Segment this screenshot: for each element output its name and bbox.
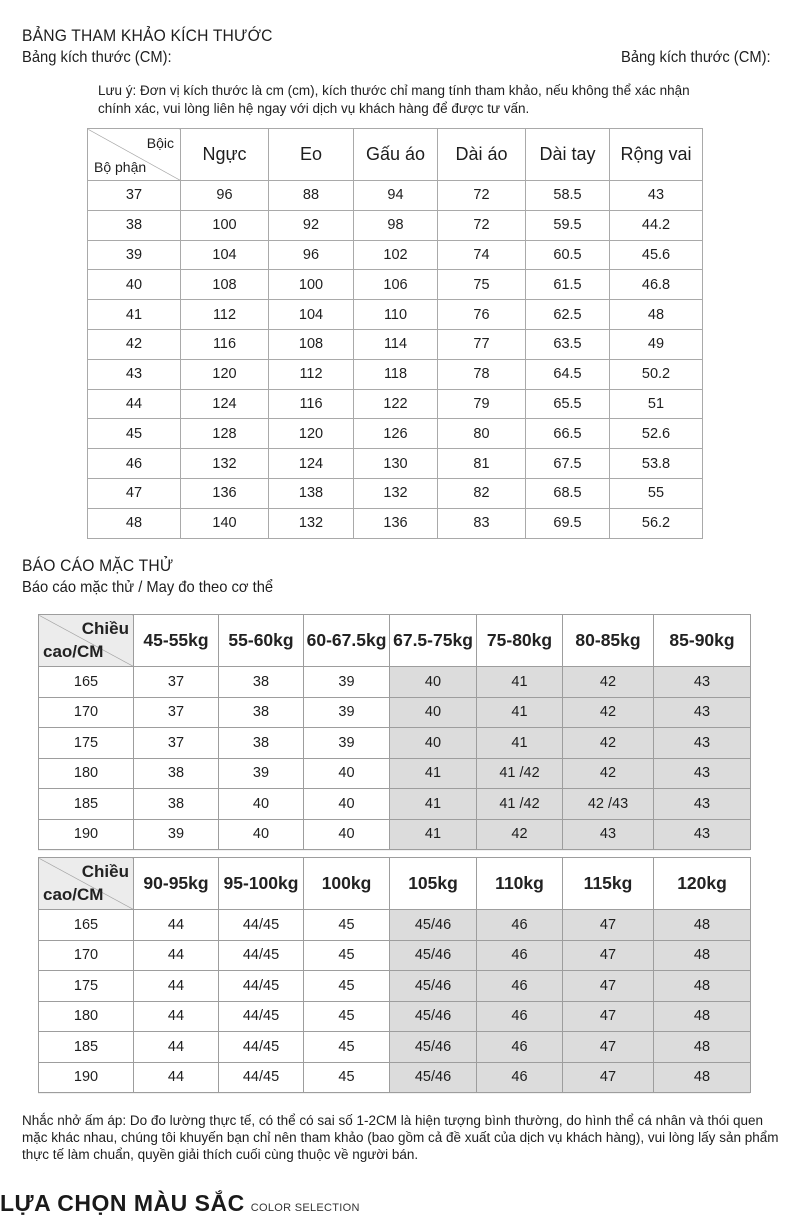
size-table-cell: 83 bbox=[438, 508, 526, 538]
fit-table-2-row-label: 165 bbox=[39, 910, 134, 941]
fit-table-2-cell: 45 bbox=[304, 940, 390, 971]
fit-table-1-row-label: 180 bbox=[39, 758, 134, 789]
size-table-row bbox=[88, 181, 703, 211]
size-table-cell: 44.2 bbox=[610, 210, 703, 240]
fit-table-1-row-label: 175 bbox=[39, 728, 134, 759]
size-table-header bbox=[88, 129, 703, 181]
fit-table-2-cell: 46 bbox=[477, 1032, 563, 1063]
fit-table-2-cell: 45 bbox=[304, 1001, 390, 1032]
size-table-row-label: 46 bbox=[88, 449, 181, 479]
fit-table-2-row bbox=[39, 910, 751, 941]
size-table-cell: 116 bbox=[269, 389, 354, 419]
size-table-cell: 104 bbox=[269, 300, 354, 330]
size-table-row-label: 47 bbox=[88, 478, 181, 508]
fit-table-1-cell: 42 bbox=[563, 758, 654, 789]
fit-table-2-cell: 48 bbox=[654, 1062, 751, 1093]
size-table-row bbox=[88, 508, 703, 538]
size-table-row-label: 38 bbox=[88, 210, 181, 240]
fit-table-2-cell: 44 bbox=[134, 1062, 219, 1093]
size-table-corner bbox=[88, 129, 181, 181]
size-table-row-label: 41 bbox=[88, 300, 181, 330]
size-table-row bbox=[88, 300, 703, 330]
size-table-cell: 75 bbox=[438, 270, 526, 300]
size-table-cell: 114 bbox=[354, 329, 438, 359]
size-table-cell: 136 bbox=[181, 478, 269, 508]
fit-table-2-header-cell: 90-95kg bbox=[134, 858, 219, 910]
corner-label-size: Bộic bbox=[146, 135, 174, 151]
size-table-cell: 68.5 bbox=[526, 478, 610, 508]
fit-table-2-cell: 45 bbox=[304, 1032, 390, 1063]
size-table-cell: 124 bbox=[269, 449, 354, 479]
fit-section-title: BÁO CÁO MẶC THỬ bbox=[22, 556, 174, 575]
size-table-cell: 77 bbox=[438, 329, 526, 359]
fit-table-1-cell: 40 bbox=[219, 789, 304, 820]
color-section-title-en: COLOR SELECTION bbox=[250, 1202, 360, 1214]
size-table-cell: 98 bbox=[354, 210, 438, 240]
fit-table-1-cell: 42 bbox=[477, 819, 563, 850]
size-table-cell: 108 bbox=[269, 329, 354, 359]
fit-table-1-cell: 43 bbox=[654, 667, 751, 698]
size-table-row bbox=[88, 419, 703, 449]
fit-table-2-cell: 44/45 bbox=[219, 971, 304, 1002]
size-table-cell: 61.5 bbox=[526, 270, 610, 300]
size-table-row-label: 37 bbox=[88, 181, 181, 211]
fit-table-2-cell: 44/45 bbox=[219, 1001, 304, 1032]
fit-table-2-header-cell: 100kg bbox=[304, 858, 390, 910]
fit-table-1-cell: 38 bbox=[134, 789, 219, 820]
fit-table-1-cell: 41 /42 bbox=[477, 758, 563, 789]
fit-table-2-header-cell: 115kg bbox=[563, 858, 654, 910]
size-table-cell: 69.5 bbox=[526, 508, 610, 538]
fit-table-2-header-cell: 105kg bbox=[390, 858, 477, 910]
fit-table-2-row bbox=[39, 1032, 751, 1063]
fit-table-1-cell: 38 bbox=[219, 667, 304, 698]
size-table-cell: 72 bbox=[438, 181, 526, 211]
fit-table-2-cell: 46 bbox=[477, 971, 563, 1002]
size-table-row bbox=[88, 329, 703, 359]
size-table-cell: 132 bbox=[354, 478, 438, 508]
fit-table-1-row-label: 165 bbox=[39, 667, 134, 698]
size-table-cell: 116 bbox=[181, 329, 269, 359]
fit-table-1-cell: 43 bbox=[654, 819, 751, 850]
size-table-cell: 96 bbox=[269, 240, 354, 270]
fit-table-1-cell: 38 bbox=[219, 697, 304, 728]
fit-table-2-header-cell: 95-100kg bbox=[219, 858, 304, 910]
size-table-cell: 72 bbox=[438, 210, 526, 240]
size-table-cell: 120 bbox=[181, 359, 269, 389]
fit-table-1-header-cell: 80-85kg bbox=[563, 615, 654, 667]
fit-table-1-header-cell: 60-67.5kg bbox=[304, 615, 390, 667]
fit-table-1 bbox=[38, 614, 751, 850]
fit-table-2-cell: 48 bbox=[654, 940, 751, 971]
fit-table-1-cell: 41 bbox=[477, 697, 563, 728]
fit-table-1-header-cell: 75-80kg bbox=[477, 615, 563, 667]
fit-table-2-row-label: 185 bbox=[39, 1032, 134, 1063]
size-table-cell: 50.2 bbox=[610, 359, 703, 389]
size-table-cell: 130 bbox=[354, 449, 438, 479]
fit-table-1-cell: 41 bbox=[477, 728, 563, 759]
fit-table-1-cell: 42 /43 bbox=[563, 789, 654, 820]
fit-table-1-cell: 41 bbox=[477, 667, 563, 698]
corner-label-part: Bộ phận bbox=[94, 159, 147, 175]
fit-table-1-cell: 39 bbox=[219, 758, 304, 789]
size-table-cell: 102 bbox=[354, 240, 438, 270]
size-table-cell: 56.2 bbox=[610, 508, 703, 538]
fit-table-1-cell: 40 bbox=[304, 819, 390, 850]
size-table-row bbox=[88, 389, 703, 419]
size-table-cell: 120 bbox=[269, 419, 354, 449]
fit-table-2-cell: 48 bbox=[654, 1001, 751, 1032]
fit-table-2-cell: 44/45 bbox=[219, 1062, 304, 1093]
fit-table-2-row bbox=[39, 1062, 751, 1093]
fit-table-2-row bbox=[39, 940, 751, 971]
fit-table-2-cell: 46 bbox=[477, 940, 563, 971]
size-table-cell: 104 bbox=[181, 240, 269, 270]
fit-table-1-cell: 40 bbox=[390, 728, 477, 759]
color-section-title-vi: LỰA CHỌN MÀU SẮC bbox=[0, 1190, 245, 1216]
fit-table-2-cell: 45/46 bbox=[390, 940, 477, 971]
size-subtitle-left: Bảng kích thước (CM): bbox=[22, 49, 172, 66]
size-table-cell: 124 bbox=[181, 389, 269, 419]
size-table-cell: 136 bbox=[354, 508, 438, 538]
fit-table-2-cell: 45/46 bbox=[390, 910, 477, 941]
fit-table-1-cell: 41 bbox=[390, 758, 477, 789]
corner-label-height-1: Chiều bbox=[81, 619, 129, 638]
fit-table-1-cell: 37 bbox=[134, 728, 219, 759]
size-table-cell: 110 bbox=[354, 300, 438, 330]
fit-table-2-cell: 44/45 bbox=[219, 910, 304, 941]
fit-table-2-panel bbox=[38, 857, 750, 1094]
size-table-row-label: 42 bbox=[88, 329, 181, 359]
fit-table-2-row-label: 175 bbox=[39, 971, 134, 1002]
fit-table-1-cell: 43 bbox=[654, 789, 751, 820]
size-table-row bbox=[88, 359, 703, 389]
size-note: Lưu ý: Đơn vị kích thước là cm (cm), kích thước chỉ mang tính tham khảo, nếu không thể xác nhận chính xác, vui lòng liên hệ ngay với dịch vụ khách hàng để được tư vấn. bbox=[98, 83, 690, 116]
size-table-cell: 79 bbox=[438, 389, 526, 419]
size-table-cell: 67.5 bbox=[526, 449, 610, 479]
size-table-cell: 60.5 bbox=[526, 240, 610, 270]
fit-table-2-cell: 44 bbox=[134, 971, 219, 1002]
fit-table-1-cell: 38 bbox=[219, 728, 304, 759]
fit-table-1-header-cell: 85-90kg bbox=[654, 615, 751, 667]
fit-table-2-cell: 48 bbox=[654, 971, 751, 1002]
size-table-cell: 65.5 bbox=[526, 389, 610, 419]
size-table-row bbox=[88, 210, 703, 240]
size-table-cell: 126 bbox=[354, 419, 438, 449]
fit-section-subtitle: Báo cáo mặc thử / May đo theo cơ thể bbox=[22, 579, 274, 596]
size-table-cell: 112 bbox=[269, 359, 354, 389]
fit-table-2-row-label: 180 bbox=[39, 1001, 134, 1032]
fit-table-1-cell: 43 bbox=[654, 758, 751, 789]
fit-table-1-row bbox=[39, 789, 751, 820]
fit-table-1-panel bbox=[38, 614, 750, 851]
fit-table-1-cell: 40 bbox=[304, 789, 390, 820]
size-table-cell: 52.6 bbox=[610, 419, 703, 449]
size-table-row bbox=[88, 449, 703, 479]
size-table-cell: 88 bbox=[269, 181, 354, 211]
fit-table-2-row bbox=[39, 971, 751, 1002]
size-table-cell: 53.8 bbox=[610, 449, 703, 479]
size-table-header-cell: Dài áo bbox=[438, 129, 526, 181]
size-table-row-label: 48 bbox=[88, 508, 181, 538]
fit-table-1-cell: 43 bbox=[563, 819, 654, 850]
size-subtitle-right: Bảng kích thước (CM): bbox=[621, 49, 771, 66]
size-table-cell: 128 bbox=[181, 419, 269, 449]
fit-table-1-header-cell: 67.5-75kg bbox=[390, 615, 477, 667]
corner-label-height-2: Chiều bbox=[81, 862, 129, 881]
fit-table-1-cell: 41 /42 bbox=[477, 789, 563, 820]
size-table-cell: 132 bbox=[181, 449, 269, 479]
fit-table-2-row-label: 190 bbox=[39, 1062, 134, 1093]
size-table-row bbox=[88, 270, 703, 300]
fit-table-1-cell: 38 bbox=[134, 758, 219, 789]
fit-table-2-cell: 45 bbox=[304, 910, 390, 941]
size-table-header-cell: Eo bbox=[269, 129, 354, 181]
size-table-header-cell: Gấu áo bbox=[354, 129, 438, 181]
size-table-row-label: 44 bbox=[88, 389, 181, 419]
warm-reminder: Nhắc nhở ấm áp: Do đo lường thực tế, có thể có sai số 1-2CM là hiện tượng bình thường, do hình thể cá nhân và thói quen mặc khác nhau, chúng tôi khuyến bạn chỉ nên tham khảo (bao gồm cả đề xuất của dịch vụ khách hàng), vui lòng lấy sản phẩm thực tế làm chuẩn, quyền giải thích cuối cùng thuộc về người bán. bbox=[22, 1113, 779, 1162]
fit-table-1-row-label: 170 bbox=[39, 697, 134, 728]
fit-table-1-cell: 43 bbox=[654, 697, 751, 728]
size-table-cell: 55 bbox=[610, 478, 703, 508]
fit-table-1-corner bbox=[39, 615, 134, 667]
fit-table-2-cell: 44/45 bbox=[219, 1032, 304, 1063]
size-table-cell: 46.8 bbox=[610, 270, 703, 300]
size-table-cell: 140 bbox=[181, 508, 269, 538]
size-table-cell: 51 bbox=[610, 389, 703, 419]
fit-table-1-cell: 41 bbox=[390, 789, 477, 820]
fit-table-2-cell: 46 bbox=[477, 910, 563, 941]
fit-table-1-row bbox=[39, 667, 751, 698]
fit-table-2-cell: 47 bbox=[563, 1001, 654, 1032]
size-table-cell: 108 bbox=[181, 270, 269, 300]
fit-table-2-cell: 45/46 bbox=[390, 1062, 477, 1093]
fit-table-2-cell: 44 bbox=[134, 910, 219, 941]
fit-table-1-cell: 37 bbox=[134, 667, 219, 698]
fit-table-2-cell: 45/46 bbox=[390, 1032, 477, 1063]
size-table-cell: 48 bbox=[610, 300, 703, 330]
fit-table-1-cell: 40 bbox=[304, 758, 390, 789]
fit-table-1-cell: 42 bbox=[563, 697, 654, 728]
fit-table-1-row bbox=[39, 697, 751, 728]
fit-table-1-cell: 43 bbox=[654, 728, 751, 759]
fit-table-2-cell: 46 bbox=[477, 1062, 563, 1093]
fit-table-2-cell: 48 bbox=[654, 910, 751, 941]
size-table-header-cell: Rộng vai bbox=[610, 129, 703, 181]
size-table-cell: 96 bbox=[181, 181, 269, 211]
size-table-cell: 78 bbox=[438, 359, 526, 389]
size-table-row bbox=[88, 478, 703, 508]
size-table-cell: 59.5 bbox=[526, 210, 610, 240]
size-table-cell: 74 bbox=[438, 240, 526, 270]
fit-table-1-row bbox=[39, 819, 751, 850]
fit-table-2-cell: 48 bbox=[654, 1032, 751, 1063]
size-table-cell: 62.5 bbox=[526, 300, 610, 330]
size-table-cell: 132 bbox=[269, 508, 354, 538]
fit-table-1-header-cell: 55-60kg bbox=[219, 615, 304, 667]
fit-table-2-header-cell: 120kg bbox=[654, 858, 751, 910]
color-section-title bbox=[0, 1190, 360, 1217]
size-table-cell: 100 bbox=[181, 210, 269, 240]
fit-table-2-cell: 47 bbox=[563, 940, 654, 971]
fit-table-1-row bbox=[39, 758, 751, 789]
size-table-cell: 66.5 bbox=[526, 419, 610, 449]
fit-table-1-cell: 39 bbox=[304, 697, 390, 728]
fit-table-2-cell: 44 bbox=[134, 940, 219, 971]
size-table-row-label: 45 bbox=[88, 419, 181, 449]
size-table-cell: 112 bbox=[181, 300, 269, 330]
fit-table-2-cell: 46 bbox=[477, 1001, 563, 1032]
fit-table-2-cell: 45 bbox=[304, 971, 390, 1002]
fit-table-1-header bbox=[39, 615, 751, 667]
fit-table-1-cell: 37 bbox=[134, 697, 219, 728]
size-table-header-cell: Ngực bbox=[181, 129, 269, 181]
size-table-cell: 118 bbox=[354, 359, 438, 389]
size-table-row-label: 43 bbox=[88, 359, 181, 389]
size-table-row-label: 39 bbox=[88, 240, 181, 270]
size-table-cell: 64.5 bbox=[526, 359, 610, 389]
size-table-cell: 58.5 bbox=[526, 181, 610, 211]
fit-table-2-cell: 47 bbox=[563, 971, 654, 1002]
fit-table-2-row-label: 170 bbox=[39, 940, 134, 971]
fit-table-2-cell: 44 bbox=[134, 1001, 219, 1032]
size-table-cell: 81 bbox=[438, 449, 526, 479]
size-table-cell: 80 bbox=[438, 419, 526, 449]
size-table-cell: 92 bbox=[269, 210, 354, 240]
fit-table-2-cell: 47 bbox=[563, 1062, 654, 1093]
size-table-cell: 82 bbox=[438, 478, 526, 508]
fit-table-2-cell: 44 bbox=[134, 1032, 219, 1063]
fit-table-1-cell: 39 bbox=[134, 819, 219, 850]
fit-table-2-cell: 45/46 bbox=[390, 1001, 477, 1032]
size-table-cell: 45.6 bbox=[610, 240, 703, 270]
fit-table-1-cell: 40 bbox=[390, 667, 477, 698]
fit-table-1-cell: 40 bbox=[390, 697, 477, 728]
fit-table-2 bbox=[38, 857, 751, 1093]
size-table-cell: 63.5 bbox=[526, 329, 610, 359]
fit-table-1-cell: 39 bbox=[304, 728, 390, 759]
fit-table-2-row bbox=[39, 1001, 751, 1032]
size-section-title: BẢNG THAM KHẢO KÍCH THƯỚC bbox=[22, 26, 273, 45]
fit-table-2-header bbox=[39, 858, 751, 910]
fit-table-2-cell: 44/45 bbox=[219, 940, 304, 971]
fit-table-2-cell: 47 bbox=[563, 910, 654, 941]
size-table-cell: 49 bbox=[610, 329, 703, 359]
corner-label-unit-2: cao/CM bbox=[43, 885, 104, 904]
size-table-row bbox=[88, 240, 703, 270]
size-table-cell: 43 bbox=[610, 181, 703, 211]
fit-table-1-cell: 42 bbox=[563, 728, 654, 759]
corner-label-unit-1: cao/CM bbox=[43, 642, 104, 661]
size-table-cell: 106 bbox=[354, 270, 438, 300]
fit-table-1-cell: 39 bbox=[304, 667, 390, 698]
fit-table-1-cell: 41 bbox=[390, 819, 477, 850]
fit-table-2-cell: 45/46 bbox=[390, 971, 477, 1002]
fit-table-2-header-cell: 110kg bbox=[477, 858, 563, 910]
size-table-cell: 76 bbox=[438, 300, 526, 330]
size-table-cell: 94 bbox=[354, 181, 438, 211]
fit-table-1-cell: 40 bbox=[219, 819, 304, 850]
size-table-row-label: 40 bbox=[88, 270, 181, 300]
size-table-cell: 100 bbox=[269, 270, 354, 300]
fit-table-1-row bbox=[39, 728, 751, 759]
size-table-cell: 122 bbox=[354, 389, 438, 419]
fit-table-1-header-cell: 45-55kg bbox=[134, 615, 219, 667]
size-table-cell: 138 bbox=[269, 478, 354, 508]
fit-table-2-corner bbox=[39, 858, 134, 910]
size-table-header-cell: Dài tay bbox=[526, 129, 610, 181]
fit-table-1-row-label: 185 bbox=[39, 789, 134, 820]
fit-table-2-cell: 47 bbox=[563, 1032, 654, 1063]
fit-table-1-cell: 42 bbox=[563, 667, 654, 698]
fit-table-2-cell: 45 bbox=[304, 1062, 390, 1093]
size-table bbox=[87, 128, 703, 539]
fit-table-1-row-label: 190 bbox=[39, 819, 134, 850]
